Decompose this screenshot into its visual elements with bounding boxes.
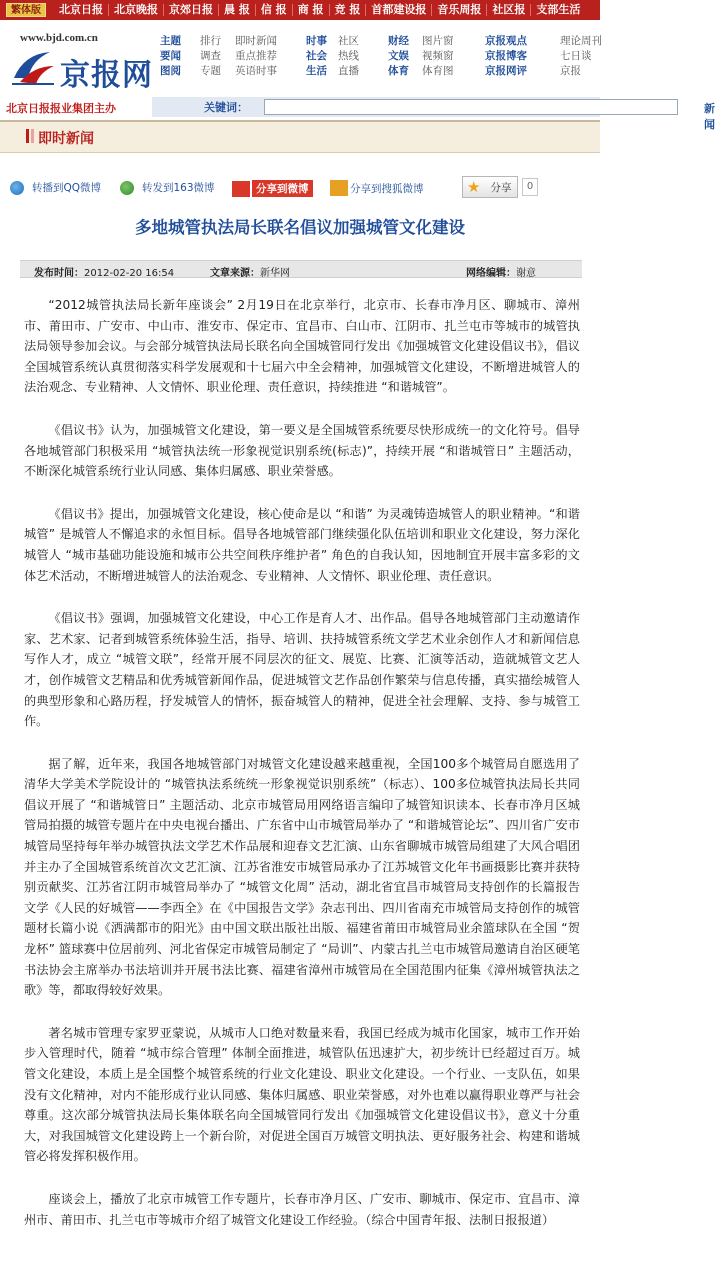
nav-link[interactable]: 图阅 bbox=[160, 65, 181, 77]
star-icon: ★ bbox=[467, 178, 481, 196]
channel-bar bbox=[0, 0, 600, 20]
nav-link[interactable]: 热线 bbox=[338, 50, 359, 62]
channel-link[interactable]: 首都建设报 bbox=[366, 4, 432, 16]
nav-link[interactable]: 直播 bbox=[338, 65, 359, 77]
share-count: 0 bbox=[522, 178, 538, 196]
nav-link[interactable]: 要闻 bbox=[160, 50, 181, 62]
channel-link[interactable]: 京郊日报 bbox=[164, 4, 219, 16]
nav-link[interactable]: 体育图 bbox=[422, 65, 454, 77]
search-input[interactable] bbox=[264, 99, 678, 115]
article-paragraph: 据了解，近年来，我国各地城管部门对城管文化建设越来越重视，全国100多个城管局自愿选用了清华大学美术学院设计的 “城管执法系统统一形象视觉识别系统”（标志）、100多位城管执法局长共同倡议开展了 “和谐城管日” 主题活动、北京市城管局用网络语言编印了城管知识读本、长春市净月区城管局拍摄的城管专题片在中央电视台播出、广东省中山市城管局举办了 “和谐城管论坛”、四川省广安市城管局坚持每年举办城管执法文学艺术作品展和迎春文艺汇演、山东省聊城市城管局组建了大风合唱团并主办了全国城管系统首次文艺汇演、江苏省淮安市城管局承办了江苏城管文化年书画摄影比赛并获特别贡献奖、江苏省江阴市城管局举办了 “城管文化周” 活动，湖北省宜昌市城管局支持创作的长篇报告文学《人民的好城管——李西全》在《中国报告文学》杂志刊出、四川省南充市城管局支持创作的城管题材长篇小说《洒满都市的阳光》由中国文联出版社出版、福建省莆田市城管局业余篮球队在全国 “贺龙杯” 篮球赛中位居前列、河北省保定市城管局制定了 “局训”、内蒙古扎兰屯市城管局邀请自治区硬笔书法协会主席举办书法培训并开展书法比赛、福建省漳州市城管局在全国范围内征集《漳州城管执法之歌》等，都取得较好效果。 bbox=[24, 756, 580, 998]
nav-link[interactable]: 京报博客 bbox=[485, 50, 527, 62]
site-name[interactable]: 京报网 bbox=[60, 58, 153, 93]
share-add-button[interactable] bbox=[462, 176, 518, 198]
channel-link[interactable]: 北京日报 bbox=[54, 4, 109, 16]
sohu-weibo-icon bbox=[330, 180, 348, 196]
share-qq-weibo[interactable] bbox=[10, 180, 101, 195]
section-title[interactable]: 即时新闻 bbox=[38, 131, 94, 147]
site-logo-icon[interactable] bbox=[10, 48, 56, 88]
article-paragraph: “2012城管执法局长新年座谈会” 2月19日在北京举行，北京市、长春市净月区、聊城市、漳州市、莆田市、广安市、中山市、淮安市、保定市、宜昌市、白山市、江阴市、扎兰屯市等城市的城管执法局领导参加会议。与会部分城管执法局长联名向全国城管同行发出《加强城管文化建设倡议书》，倡议全国城管系统认真贯彻落实科学发展观和十七届六中全会精神，加强城管文化建设，不断增进城管人的法治观念、专业精神、人文情怀、职业伦理、责任意识，持续推进 “和谐城管”。 bbox=[24, 298, 580, 395]
traditional-chinese-button[interactable]: 繁体版 bbox=[6, 3, 46, 17]
channel-link[interactable]: 社区报 bbox=[487, 4, 531, 16]
banner-accent-icon bbox=[26, 129, 29, 143]
qq-weibo-icon bbox=[10, 181, 24, 195]
search-label: 关键词： bbox=[204, 101, 248, 114]
article-editor: 网络编辑：谢意 bbox=[466, 268, 536, 279]
channel-link[interactable]: 音乐周报 bbox=[432, 4, 487, 16]
share-163-weibo[interactable] bbox=[120, 180, 215, 195]
share-sohu-link[interactable]: 分享到搜狐微博 bbox=[350, 182, 424, 195]
share-row bbox=[0, 176, 600, 202]
article-paragraph: 《倡议书》强调，加强城管文化建设，中心工作是育人才、出作品。倡导各地城管部门主动邀请作家、艺术家、记者到城管系统体验生活，指导、培训、扶持城管系统文学艺术业余创作人才和新闻信息写作人才，成立 “城管文联”，经常开展不同层次的征文、展览、比赛、汇演等活动，造就城管文艺人才，创作城管文艺精品和优秀城管新闻作品，促进城管文艺作品创作繁荣与信息传播，真实描绘城管人的典型形象和心路历程，抒发城管人的情怀，振奋城管人的精神，促进全社会理解、支持、参与城管工作。 bbox=[24, 611, 580, 729]
publish-time: 发布时间：2012-02-20 16:54 bbox=[34, 268, 175, 279]
article-body bbox=[24, 295, 580, 1252]
article-paragraph: 《倡议书》认为，加强城管文化建设，第一要义是全国城管系统要尽快形成统一的文化符号。倡导各地城管部门积极采用 “城管执法统一形象视觉识别系统(标志)”，持续开展 “和谐城管日” 主题活动，不断深化城管系统行业认同感、集体归属感、职业荣誉感。 bbox=[24, 422, 580, 479]
site-url: www.bjd.com.cn bbox=[20, 32, 98, 44]
nav-link[interactable]: 文娱 bbox=[388, 50, 409, 62]
nav-link[interactable]: 重点推荐 bbox=[235, 50, 277, 62]
article-source: 文章来源：新华网 bbox=[210, 268, 290, 279]
nav-link[interactable]: 京报 bbox=[560, 65, 581, 77]
nav-link[interactable]: 社会 bbox=[306, 50, 327, 62]
share-qq-link[interactable]: 转播到QQ微博 bbox=[32, 182, 102, 194]
channel-link[interactable]: 北京晚报 bbox=[109, 4, 164, 16]
channel-link[interactable]: 支部生活 bbox=[536, 3, 581, 16]
article-paragraph: 著名城市管理专家罗亚蒙说，从城市人口绝对数量来看，我国已经成为城市化国家，城市工作开始步入管理时代，随着 “城市综合管理” 体制全面推进，城管队伍迅速扩大，初步统计已经超过百万。城管文化建设，本质上是全国整个城管系统的行业文化建设、职业文化建设。一个行业、一支队伍，如果没有文化精神，对内不能形成行业认同感、集体归属感、职业荣誉感，对外也难以赢得职业尊严与社会尊重。这次部分城管执法局长集体联名向全国城管同行发出《加强城管文化建设倡议书》，意义十分重大，对我国城管文化建设跨上一个新台阶，对促进全国百万城管文明执法、更好服务社会、构建和谐城管必将发挥积极作用。 bbox=[24, 1025, 580, 1164]
nav-link[interactable]: 体育 bbox=[388, 65, 409, 77]
sina-weibo-icon bbox=[232, 181, 250, 197]
nav-link[interactable]: 生活 bbox=[306, 65, 327, 77]
nav-link[interactable]: 社区 bbox=[338, 35, 359, 47]
channel-link[interactable]: 信 报 bbox=[256, 4, 293, 16]
share-weibo-button[interactable]: 分享到微博 bbox=[252, 180, 313, 197]
banner-accent-icon bbox=[31, 129, 34, 143]
search-category-button[interactable]: 新闻 bbox=[704, 102, 715, 131]
nav-link[interactable]: 图片窗 bbox=[422, 35, 454, 47]
site-group: 北京日报报业集团主办 bbox=[6, 102, 116, 115]
nav-link[interactable]: 即时新闻 bbox=[235, 35, 277, 47]
163-weibo-icon bbox=[120, 181, 134, 195]
channel-link[interactable]: 竞 报 bbox=[330, 4, 367, 16]
article-paragraph: 《倡议书》提出，加强城管文化建设，核心使命是以 “和谐” 为灵魂铸造城管人的职业精神。“和谐城管” 是城管人不懈追求的永恒目标。倡导各地城管部门继续强化队伍培训和职业文化建设，努力深化城管人 “城市基础功能设施和城市公共空间秩序维护者” 角色的自我认知，因地制宜开展丰富多彩的文体艺术活动，不断增进城管人的法治观念、专业精神、人文情怀、职业伦理、责任意识。 bbox=[24, 506, 580, 583]
section-banner bbox=[0, 120, 600, 153]
nav-link[interactable]: 理论周刊 bbox=[560, 35, 602, 47]
channel-link[interactable]: 晨 报 bbox=[219, 4, 256, 16]
article-title: 多地城管执法局长联名倡议加强城管文化建设 bbox=[135, 218, 465, 237]
nav-link[interactable]: 京报观点 bbox=[485, 35, 527, 47]
share-sina-weibo[interactable] bbox=[232, 180, 313, 197]
nav-link[interactable]: 时事 bbox=[306, 35, 327, 47]
nav-link[interactable]: 财经 bbox=[388, 35, 409, 47]
article-meta bbox=[20, 260, 582, 278]
nav-link[interactable]: 调查 bbox=[200, 50, 221, 62]
nav-link[interactable]: 主题 bbox=[160, 35, 181, 47]
nav-link[interactable]: 七日谈 bbox=[560, 50, 592, 62]
share-add-label: 分享 bbox=[490, 181, 512, 194]
nav-link[interactable]: 排行 bbox=[200, 35, 221, 47]
share-163-link[interactable]: 转发到163微博 bbox=[142, 182, 215, 194]
channel-link[interactable]: 商 报 bbox=[293, 4, 330, 16]
nav-link[interactable]: 专题 bbox=[200, 65, 221, 77]
nav-link[interactable]: 京报网评 bbox=[485, 65, 527, 77]
nav-link[interactable]: 视频窗 bbox=[422, 50, 454, 62]
nav-link[interactable]: 英语时事 bbox=[235, 65, 277, 77]
share-sohu-weibo[interactable] bbox=[330, 180, 424, 196]
search-bar bbox=[152, 97, 715, 131]
article-paragraph: 座谈会上，播放了北京市城管工作专题片，长春市净月区、广安市、聊城市、保定市、宜昌市、漳州市、莆田市、扎兰屯市等城市介绍了城管文化建设工作经验。（综合中国青年报、法制日报报道） bbox=[24, 1191, 580, 1227]
